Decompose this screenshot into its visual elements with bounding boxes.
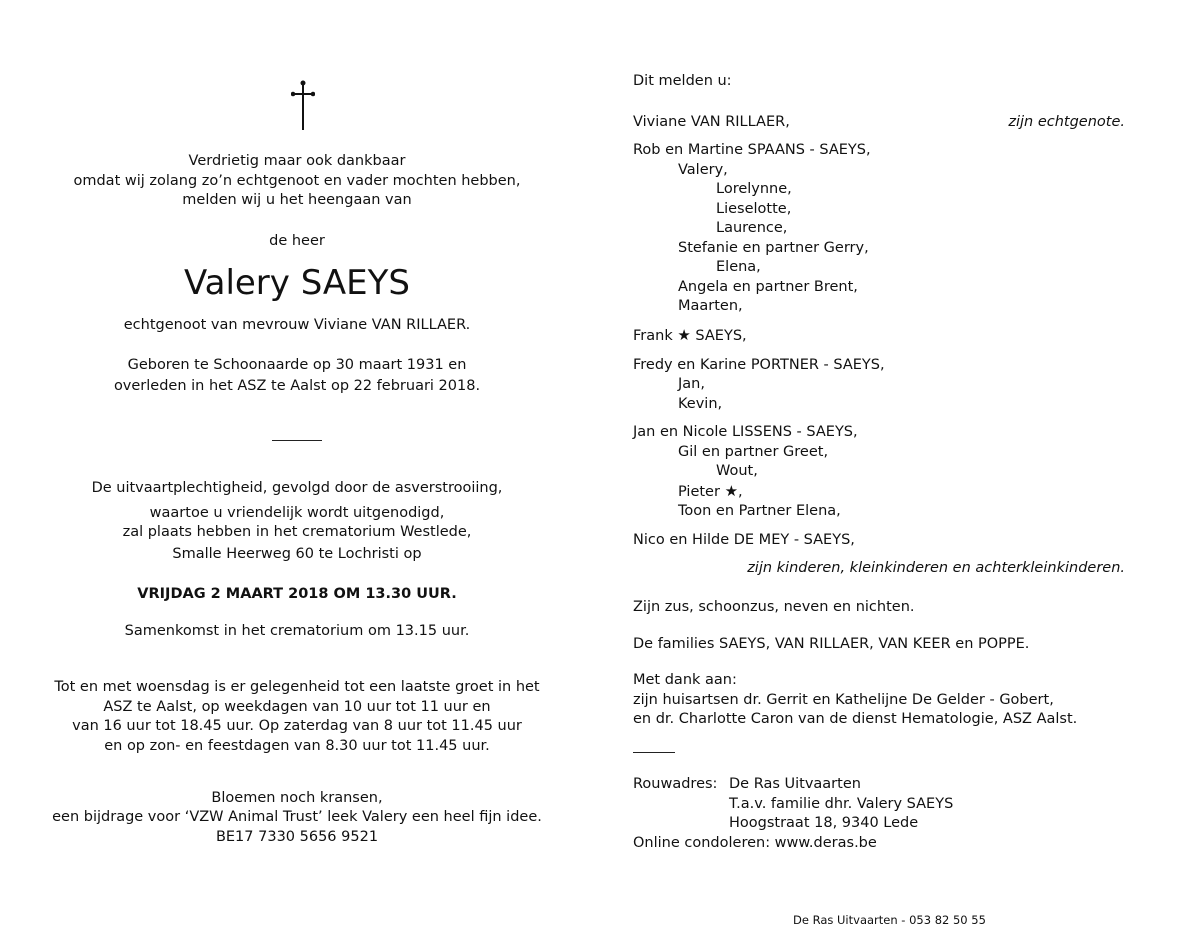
family-last-name: SAEYS, (695, 328, 747, 344)
family-line: Valery, (678, 162, 728, 178)
address-line: De Ras Uitvaarten (729, 776, 861, 792)
children-role: zijn kinderen, kleinkinderen en achterkleinkinderen. (747, 560, 1125, 576)
family-line: Jan, (678, 376, 705, 392)
intro-line: melden wij u het heengaan van (182, 192, 412, 208)
ceremony-line: Smalle Heerweg 60 te Lochristi op (172, 546, 422, 562)
family-line (633, 326, 747, 346)
spouse-line: echtgenoot van mevrouw Viviane VAN RILLAER. (123, 317, 471, 333)
family-line: Angela en partner Brent, (678, 279, 858, 295)
family-line: Kevin, (678, 396, 723, 412)
ceremony-line: waartoe u vriendelijk wordt uitgenodigd, (149, 505, 445, 521)
family-line: Fredy en Karine PORTNER - SAEYS, (633, 357, 885, 373)
visiting-line: ASZ te Aalst, op weekdagen van 10 uur tot 11 uur en (103, 699, 491, 715)
family-line: Laurence, (716, 220, 788, 236)
siblings-line: Zijn zus, schoonzus, neven en nichten. (633, 599, 915, 615)
divider (272, 440, 322, 441)
title-prefix: de heer (269, 233, 325, 249)
deceased-name: Valery SAEYS (183, 263, 411, 303)
family-first-name: Frank (633, 328, 673, 344)
address-line: T.a.v. familie dhr. Valery SAEYS (729, 796, 954, 812)
visiting-line: Tot en met woensdag is er gelegenheid tot een laatste groet in het (54, 679, 540, 695)
divider (633, 752, 675, 753)
bank-account: BE17 7330 5656 9521 (215, 829, 379, 845)
intro-line: omdat wij zolang zo’n echtgenoot en vader mochten hebben, (73, 173, 521, 189)
announce-heading: Dit melden u: (633, 73, 732, 89)
family-line: Lieselotte, (716, 201, 792, 217)
family-line: Lorelynne, (716, 181, 792, 197)
ceremony-line: De uitvaartplechtigheid, gevolgd door de asverstrooiing, (91, 480, 503, 496)
family-line: Elena, (716, 259, 761, 275)
cross-icon (291, 80, 315, 130)
family-line: Stefanie en partner Gerry, (678, 240, 869, 256)
family-line: Wout, (716, 463, 758, 479)
visiting-line: van 16 uur tot 18.45 uur. Op zaterdag van 8 uur tot 11.45 uur (72, 718, 522, 734)
family-line: Rob en Martine SPAANS - SAEYS, (633, 142, 871, 158)
star-icon: ★ (724, 482, 739, 500)
family-line: Maarten, (678, 298, 743, 314)
family-line: Gil en partner Greet, (678, 444, 829, 460)
family-first-name: Pieter (678, 484, 720, 500)
birth-line: Geboren te Schoonaarde op 30 maart 1931 en (127, 357, 467, 373)
ceremony-date: VRIJDAG 2 MAART 2018 OM 13.30 UUR. (137, 586, 457, 602)
footer-contact: De Ras Uitvaarten - 053 82 50 55 (793, 913, 986, 927)
star-icon: ★ (677, 326, 691, 344)
thanks-heading: Met dank aan: (633, 672, 737, 688)
gathering-line: Samenkomst in het crematorium om 13.15 uur. (124, 623, 470, 639)
visiting-line: en op zon- en feestdagen van 8.30 uur tot 11.45 uur. (104, 738, 490, 754)
thanks-line: zijn huisartsen dr. Gerrit en Kathelijne De Gelder - Gobert, (633, 692, 1054, 708)
intro-line: Verdrietig maar ook dankbaar (188, 153, 406, 169)
family-line: Toon en Partner Elena, (678, 503, 841, 519)
family-line: Nico en Hilde DE MEY - SAEYS, (633, 532, 855, 548)
flowers-line: een bijdrage voor ‘VZW Animal Trust’ leek Valery een heel fijn idee. (52, 809, 542, 825)
thanks-line: en dr. Charlotte Caron van de dienst Hematologie, ASZ Aalst. (633, 711, 1078, 727)
family-line (678, 482, 743, 502)
wife-role: zijn echtgenote. (1008, 114, 1125, 130)
address-line: Hoogstraat 18, 9340 Lede (729, 815, 919, 831)
families-line: De families SAEYS, VAN RILLAER, VAN KEER en POPPE. (633, 636, 1030, 652)
death-line: overleden in het ASZ te Aalst op 22 februari 2018. (113, 378, 481, 394)
address-label: Rouwadres: (633, 776, 718, 792)
family-punct: , (738, 484, 743, 500)
ceremony-line: zal plaats hebben in het crematorium Westlede, (122, 524, 472, 540)
family-line: Jan en Nicole LISSENS - SAEYS, (633, 424, 858, 440)
wife-name: Viviane VAN RILLAER, (633, 114, 790, 130)
flowers-line: Bloemen noch kransen, (211, 790, 383, 806)
online-condolence: Online condoleren: www.deras.be (633, 835, 877, 851)
